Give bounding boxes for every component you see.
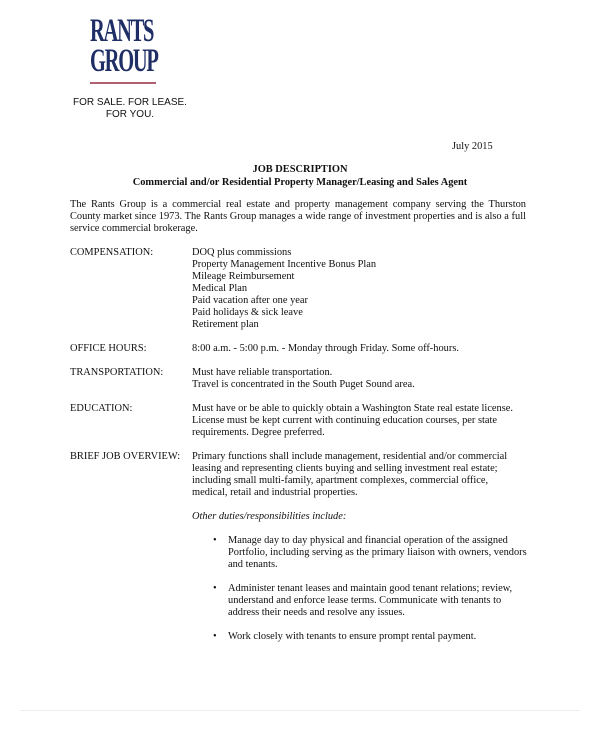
comp-item: Paid holidays & sick leave — [192, 307, 303, 318]
office-hours-label: OFFICE HOURS: — [70, 343, 147, 354]
comp-item: Paid vacation after one year — [192, 295, 308, 306]
doc-title: JOB DESCRIPTION — [252, 164, 348, 175]
bullet-icon: • — [213, 631, 217, 642]
transportation-list — [192, 367, 532, 391]
comp-item: DOQ plus commissions — [192, 247, 292, 258]
doc-subtitle: Commercial and/or Residential Property Manager/Leasing and Sales Agent — [132, 177, 468, 188]
bullet-item: Work closely with tenants to ensure prompt rental payment. — [228, 631, 477, 642]
comp-item: Retirement plan — [192, 319, 259, 330]
transportation-label: TRANSPORTATION: — [70, 367, 164, 378]
compensation-label: COMPENSATION: — [70, 247, 154, 258]
bullet-item: Manage day to day physical and financial operation of the assigned Portfolio, including serving as the primary liaison with owners, vendors and tenants. — [228, 535, 527, 570]
tagline-2: FOR YOU. — [105, 109, 155, 120]
bullet-icon: • — [213, 583, 217, 594]
page-bottom-divider — [20, 710, 580, 711]
education-label: EDUCATION: — [70, 403, 133, 414]
logo-underline — [90, 82, 156, 84]
education-text: Must have or be able to quickly obtain a Washington State real estate license. License must be kept current with continuing education courses, per state requirements. Degree preferred. — [192, 403, 513, 438]
comp-item: Property Management Incentive Bonus Plan — [192, 259, 377, 270]
intro-paragraph: The Rants Group is a commercial real estate and property management company serving the Thurston County market since 1973. The Rants Group manages a wide range of investment properties and is also a full service commercial brokerage. — [70, 199, 526, 234]
overview-label: BRIEF JOB OVERVIEW: — [70, 451, 181, 462]
overview-text: Primary functions shall include management, residential and/or commercial leasing and representing clients buying and selling investment real estate; including small multi-family, apartment complexes, commercial office, medical, retail and industrial properties. — [192, 451, 508, 498]
date: July 2015 — [452, 141, 493, 152]
transportation-item: Travel is concentrated in the South Puget Sound area. — [192, 379, 415, 390]
compensation-list — [192, 247, 532, 331]
office-hours-text: 8:00 a.m. - 5:00 p.m. - Monday through Friday. Some off-hours. — [192, 343, 459, 354]
bullet-icon: • — [213, 535, 217, 546]
logo-line-2: GROUP — [90, 43, 158, 79]
transportation-item: Must have reliable transportation. — [192, 367, 333, 378]
other-duties-heading: Other duties/responsibilities include: — [192, 511, 347, 522]
tagline-1: FOR SALE. FOR LEASE. — [73, 97, 187, 108]
rants-group-logo — [90, 13, 158, 84]
logo-line-1: RANTS — [90, 13, 154, 49]
comp-item: Medical Plan — [192, 283, 248, 294]
comp-item: Mileage Reimbursement — [192, 271, 295, 282]
bullet-item: Administer tenant leases and maintain good tenant relations; review, understand and enforce lease terms. Communicate with tenants to address their needs and resolve any issues. — [228, 583, 513, 618]
